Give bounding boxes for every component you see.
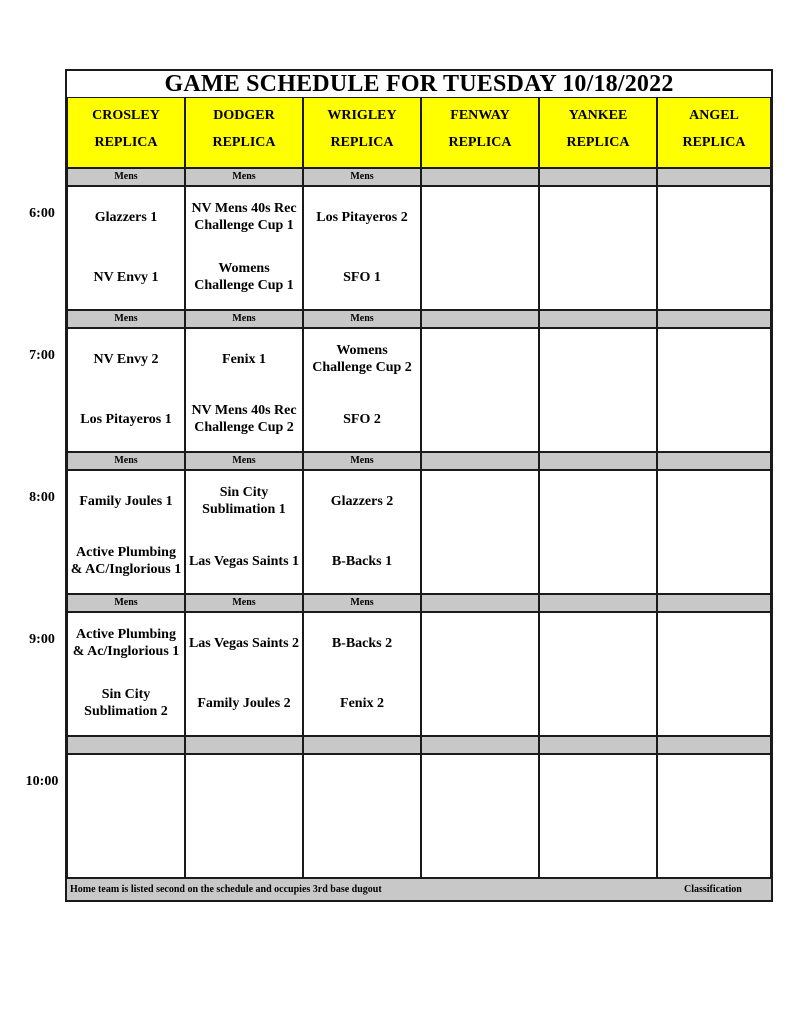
classification-band: Mens	[185, 168, 303, 186]
field-header-wrigley	[303, 97, 421, 168]
classification-band: Mens	[185, 310, 303, 328]
game-slot-cell	[539, 328, 657, 452]
game-entry	[660, 333, 768, 385]
game-entry	[542, 251, 654, 303]
game-entry	[660, 819, 768, 871]
game-entry: Womens Challenge Cup 2	[312, 343, 412, 375]
classification-band: Mens	[67, 168, 185, 186]
game-slot-cell	[303, 328, 421, 452]
classification-band	[657, 168, 771, 186]
game-entry	[542, 333, 654, 385]
game-entry	[424, 759, 536, 811]
game-entry	[424, 475, 536, 527]
field-subtitle: REPLICA	[212, 135, 276, 150]
schedule-sheet	[65, 69, 773, 902]
game-entry	[542, 677, 654, 729]
field-subtitle: REPLICA	[682, 135, 746, 150]
game-slot-cell	[185, 328, 303, 452]
field-header-yankee	[539, 97, 657, 168]
field-name: FENWAY	[450, 108, 510, 123]
game-slot-cell	[421, 612, 539, 736]
game-entry: SFO 2	[343, 411, 381, 427]
game-entry: Los Pitayeros 2	[316, 209, 408, 225]
game-entry: Los Pitayeros 1	[80, 411, 172, 427]
game-entry: NV Envy 1	[93, 269, 159, 285]
game-entry	[542, 393, 654, 445]
game-slot-cell	[185, 186, 303, 310]
game-entry	[424, 191, 536, 243]
game-slot-cell	[421, 328, 539, 452]
classification-band: Mens	[303, 452, 421, 470]
game-entry: Family Joules 2	[197, 695, 291, 711]
time-label: 6:00	[29, 206, 55, 221]
game-slot-cell	[185, 754, 303, 878]
game-slot-cell	[657, 470, 771, 594]
time-label: 10:00	[25, 774, 59, 789]
game-entry: Glazzers 2	[330, 493, 394, 509]
game-slot-cell	[539, 186, 657, 310]
game-entry	[70, 819, 182, 871]
classification-band	[185, 736, 303, 754]
game-entry: Active Plumbing & AC/Inglorious 1	[70, 545, 182, 577]
game-slot-cell	[539, 612, 657, 736]
classification-band	[421, 736, 539, 754]
classification-band: Mens	[303, 310, 421, 328]
game-slot-cell	[657, 328, 771, 452]
classification-band	[657, 594, 771, 612]
classification-band	[421, 310, 539, 328]
game-entry: NV Mens 40s Rec Challenge Cup 2	[191, 403, 297, 435]
classification-band	[657, 452, 771, 470]
game-entry	[660, 475, 768, 527]
game-entry	[424, 393, 536, 445]
game-entry	[660, 251, 768, 303]
classification-band: Mens	[303, 594, 421, 612]
game-entry	[424, 819, 536, 871]
field-header-dodger	[185, 97, 303, 168]
game-entry	[542, 759, 654, 811]
field-name: DODGER	[213, 108, 275, 123]
classification-band	[539, 168, 657, 186]
classification-band: Mens	[67, 310, 185, 328]
field-subtitle: REPLICA	[330, 135, 394, 150]
game-entry	[188, 759, 300, 811]
game-slot-cell	[657, 754, 771, 878]
classification-band	[303, 736, 421, 754]
field-header-fenway	[421, 97, 539, 168]
field-subtitle: REPLICA	[94, 135, 158, 150]
game-entry	[424, 677, 536, 729]
game-entry	[660, 393, 768, 445]
game-entry	[306, 759, 418, 811]
time-label: 9:00	[29, 632, 55, 647]
field-header-angel	[657, 97, 771, 168]
field-name: ANGEL	[689, 108, 739, 123]
game-entry	[424, 535, 536, 587]
game-slot-cell	[421, 754, 539, 878]
game-entry: Fenix 1	[222, 351, 266, 367]
classification-band	[539, 452, 657, 470]
game-entry: Sin City Sublimation 1	[202, 485, 286, 517]
game-entry: SFO 1	[343, 269, 381, 285]
game-slot-cell	[539, 754, 657, 878]
game-entry	[660, 677, 768, 729]
classification-band	[539, 736, 657, 754]
game-entry	[188, 819, 300, 871]
field-name: WRIGLEY	[327, 108, 397, 123]
game-slot-cell	[185, 470, 303, 594]
game-slot-cell	[421, 470, 539, 594]
game-entry: Las Vegas Saints 2	[188, 635, 300, 651]
game-slot-cell	[185, 612, 303, 736]
game-entry	[424, 617, 536, 669]
game-slot-cell	[67, 470, 185, 594]
classification-band	[657, 736, 771, 754]
footer-note: Home team is listed second on the schedule and occupies 3rd base dugout	[70, 884, 382, 895]
game-entry: B-Backs 2	[331, 635, 393, 651]
game-slot-cell	[657, 186, 771, 310]
classification-band: Mens	[185, 452, 303, 470]
game-entry	[542, 819, 654, 871]
classification-band: Mens	[67, 594, 185, 612]
game-entry	[660, 535, 768, 587]
game-slot-cell	[67, 186, 185, 310]
game-entry	[306, 819, 418, 871]
time-label: 7:00	[29, 348, 55, 363]
game-entry: Active Plumbing & Ac/Inglorious 1	[72, 627, 180, 659]
field-subtitle: REPLICA	[448, 135, 512, 150]
game-slot-cell	[303, 612, 421, 736]
game-slot-cell	[67, 328, 185, 452]
classification-band	[657, 310, 771, 328]
game-entry	[424, 333, 536, 385]
game-slot-cell	[303, 186, 421, 310]
classification-band	[539, 310, 657, 328]
time-label: 8:00	[29, 490, 55, 505]
game-entry: Fenix 2	[340, 695, 384, 711]
game-entry: NV Mens 40s Rec Challenge Cup 1	[191, 201, 297, 233]
game-slot-cell	[303, 470, 421, 594]
game-entry	[542, 191, 654, 243]
game-entry: Las Vegas Saints 1	[188, 553, 300, 569]
game-entry: Glazzers 1	[94, 209, 158, 225]
field-header-crosley	[67, 97, 185, 168]
game-entry	[660, 191, 768, 243]
classification-band	[421, 594, 539, 612]
classification-band: Mens	[185, 594, 303, 612]
game-entry	[542, 475, 654, 527]
classification-band	[539, 594, 657, 612]
game-slot-cell	[657, 612, 771, 736]
game-entry: Womens Challenge Cup 1	[194, 261, 294, 293]
game-slot-cell	[421, 186, 539, 310]
classification-band	[421, 168, 539, 186]
game-slot-cell	[67, 754, 185, 878]
field-subtitle: REPLICA	[566, 135, 630, 150]
classification-band: Mens	[303, 168, 421, 186]
game-entry	[660, 759, 768, 811]
game-slot-cell	[303, 754, 421, 878]
footer-bar	[67, 877, 771, 900]
classification-band: Mens	[67, 452, 185, 470]
game-entry	[542, 617, 654, 669]
classification-band	[67, 736, 185, 754]
game-entry	[424, 251, 536, 303]
game-entry	[542, 535, 654, 587]
field-name: CROSLEY	[92, 108, 160, 123]
game-entry: Sin City Sublimation 2	[84, 687, 168, 719]
classification-label: Classification	[684, 884, 742, 895]
game-entry	[70, 759, 182, 811]
game-slot-cell	[67, 612, 185, 736]
game-entry	[660, 617, 768, 669]
game-entry: Family Joules 1	[79, 493, 173, 509]
game-slot-cell	[539, 470, 657, 594]
classification-band	[421, 452, 539, 470]
game-entry: NV Envy 2	[93, 351, 159, 367]
schedule-title: GAME SCHEDULE FOR TUESDAY 10/18/2022	[164, 71, 674, 97]
field-name: YANKEE	[568, 108, 628, 123]
game-entry: B-Backs 1	[331, 553, 393, 569]
